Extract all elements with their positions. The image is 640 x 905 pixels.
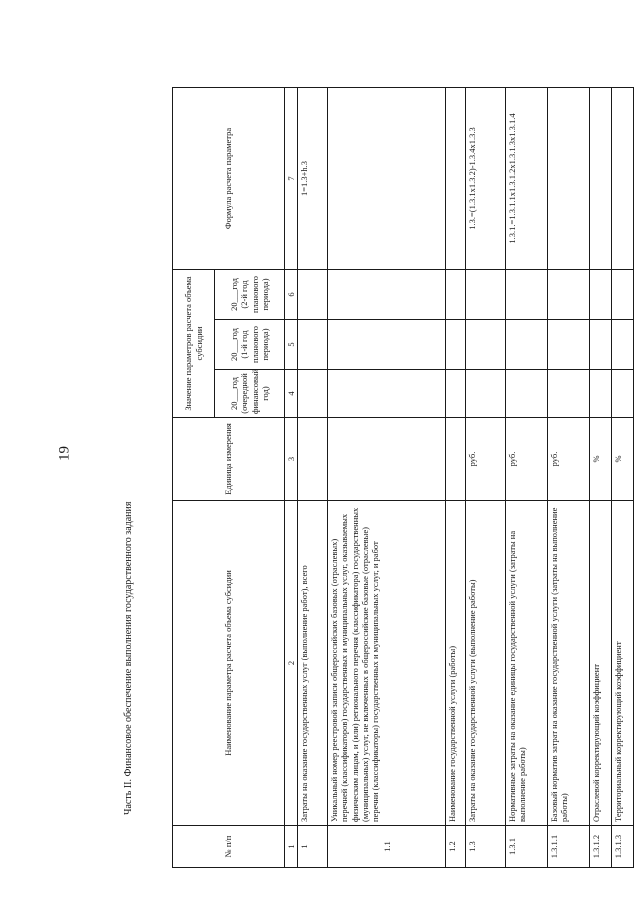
value-cell	[548, 370, 590, 418]
column-number: 7	[285, 87, 298, 269]
header-year-1: 20___год (очередной финансовый год)	[215, 370, 285, 418]
row-number: 1.3.1.1	[548, 826, 590, 868]
value-cell	[548, 269, 590, 319]
row-formula: 1.3.=(1.3.1x1.3.2)-1.3.4x1.3.3	[466, 87, 506, 269]
row-name: Затраты на оказание государственных услуг (выполнение работ), всего	[298, 501, 328, 826]
column-number: 2	[285, 501, 298, 826]
value-cell	[328, 370, 446, 418]
column-number: 1	[285, 826, 298, 868]
header-num: № п/п	[173, 826, 285, 868]
value-cell	[446, 269, 466, 319]
table-row	[466, 87, 506, 867]
row-formula: 1.3.1.=1.3.1.1x1.3.1.2x1.3.1.3x1.3.1.4	[506, 87, 548, 269]
row-formula	[590, 87, 612, 269]
row-name: Уникальный номер реестровой записи общероссийских базовых (отраслевых) перечней (классификаторов) государственных и муниципальных услуг, оказываемых физическим лицам, и (или) регионального перечня (классификатора) государственных (муниципальных) услуг, не включенных в общероссийские базовые (отраслевые) перечни (классификаторы) государственных и муниципальных услуг, и работ	[328, 501, 446, 826]
value-cell	[612, 320, 634, 370]
row-name: Базовый норматив затрат на оказание государственной услуги (затраты на выполнение работы)	[548, 501, 590, 826]
header-values-group: Значение параметров расчета объема субсидии	[173, 269, 215, 417]
subsidy-table-container	[172, 88, 624, 868]
row-number: 1.3.1	[506, 826, 548, 868]
value-cell	[612, 269, 634, 319]
value-cell	[466, 320, 506, 370]
header-year-2: 20___год (1-й год планового периода)	[215, 320, 285, 370]
row-formula: 1=1.3+h.3	[298, 87, 328, 269]
value-cell	[506, 320, 548, 370]
table-row	[328, 87, 446, 867]
header-year-3: 20___год (2-й год планового периода)	[215, 269, 285, 319]
row-unit	[446, 418, 466, 501]
row-number: 1.1	[328, 826, 446, 868]
column-number: 4	[285, 370, 298, 418]
value-cell	[446, 370, 466, 418]
table-row	[446, 87, 466, 867]
row-unit: руб.	[466, 418, 506, 501]
value-cell	[590, 320, 612, 370]
row-unit: руб.	[506, 418, 548, 501]
value-cell	[298, 269, 328, 319]
table-row	[612, 87, 634, 867]
row-unit: руб.	[548, 418, 590, 501]
value-cell	[590, 269, 612, 319]
table-row	[506, 87, 548, 867]
value-cell	[328, 320, 446, 370]
row-name: Отраслевой корректирующий коэффициент	[590, 501, 612, 826]
row-number: 1.2	[446, 826, 466, 868]
value-cell	[446, 320, 466, 370]
table-row	[590, 87, 612, 867]
row-number: 1.3.1.2	[590, 826, 612, 868]
value-cell	[612, 370, 634, 418]
value-cell	[466, 269, 506, 319]
section-title: Часть II. Финансовое обеспечение выполнения государственного задания	[123, 501, 134, 815]
row-formula	[446, 87, 466, 269]
column-number: 5	[285, 320, 298, 370]
row-number: 1.3.1.3	[612, 826, 634, 868]
row-formula	[328, 87, 446, 269]
column-number: 3	[285, 418, 298, 501]
row-number: 1.3	[466, 826, 506, 868]
value-cell	[506, 269, 548, 319]
row-name: Затраты на оказание государственной услуги (выполнение работы)	[466, 501, 506, 826]
row-unit	[298, 418, 328, 501]
value-cell	[298, 370, 328, 418]
table-row	[298, 87, 328, 867]
row-name: Нормативные затраты на оказание единицы государственной услуги (затраты на выполнение работы)	[506, 501, 548, 826]
value-cell	[466, 370, 506, 418]
value-cell	[328, 269, 446, 319]
row-unit: %	[612, 418, 634, 501]
value-cell	[548, 320, 590, 370]
row-name: Территориальный корректирующий коэффициент	[612, 501, 634, 826]
row-formula	[548, 87, 590, 269]
row-number: 1	[298, 826, 328, 868]
table-row	[548, 87, 590, 867]
header-unit: Единица измерения	[173, 418, 285, 501]
row-unit	[328, 418, 446, 501]
column-number: 6	[285, 269, 298, 319]
header-formula: Формула расчета параметра	[173, 87, 285, 269]
row-unit: %	[590, 418, 612, 501]
row-formula	[612, 87, 634, 269]
header-name: Наименование параметра расчета объема субсидии	[173, 501, 285, 826]
value-cell	[506, 370, 548, 418]
subsidy-parameters-table	[172, 87, 634, 868]
row-name: Наименование государственной услуги (работы)	[446, 501, 466, 826]
value-cell	[590, 370, 612, 418]
value-cell	[298, 320, 328, 370]
page-number: 19	[56, 446, 73, 461]
